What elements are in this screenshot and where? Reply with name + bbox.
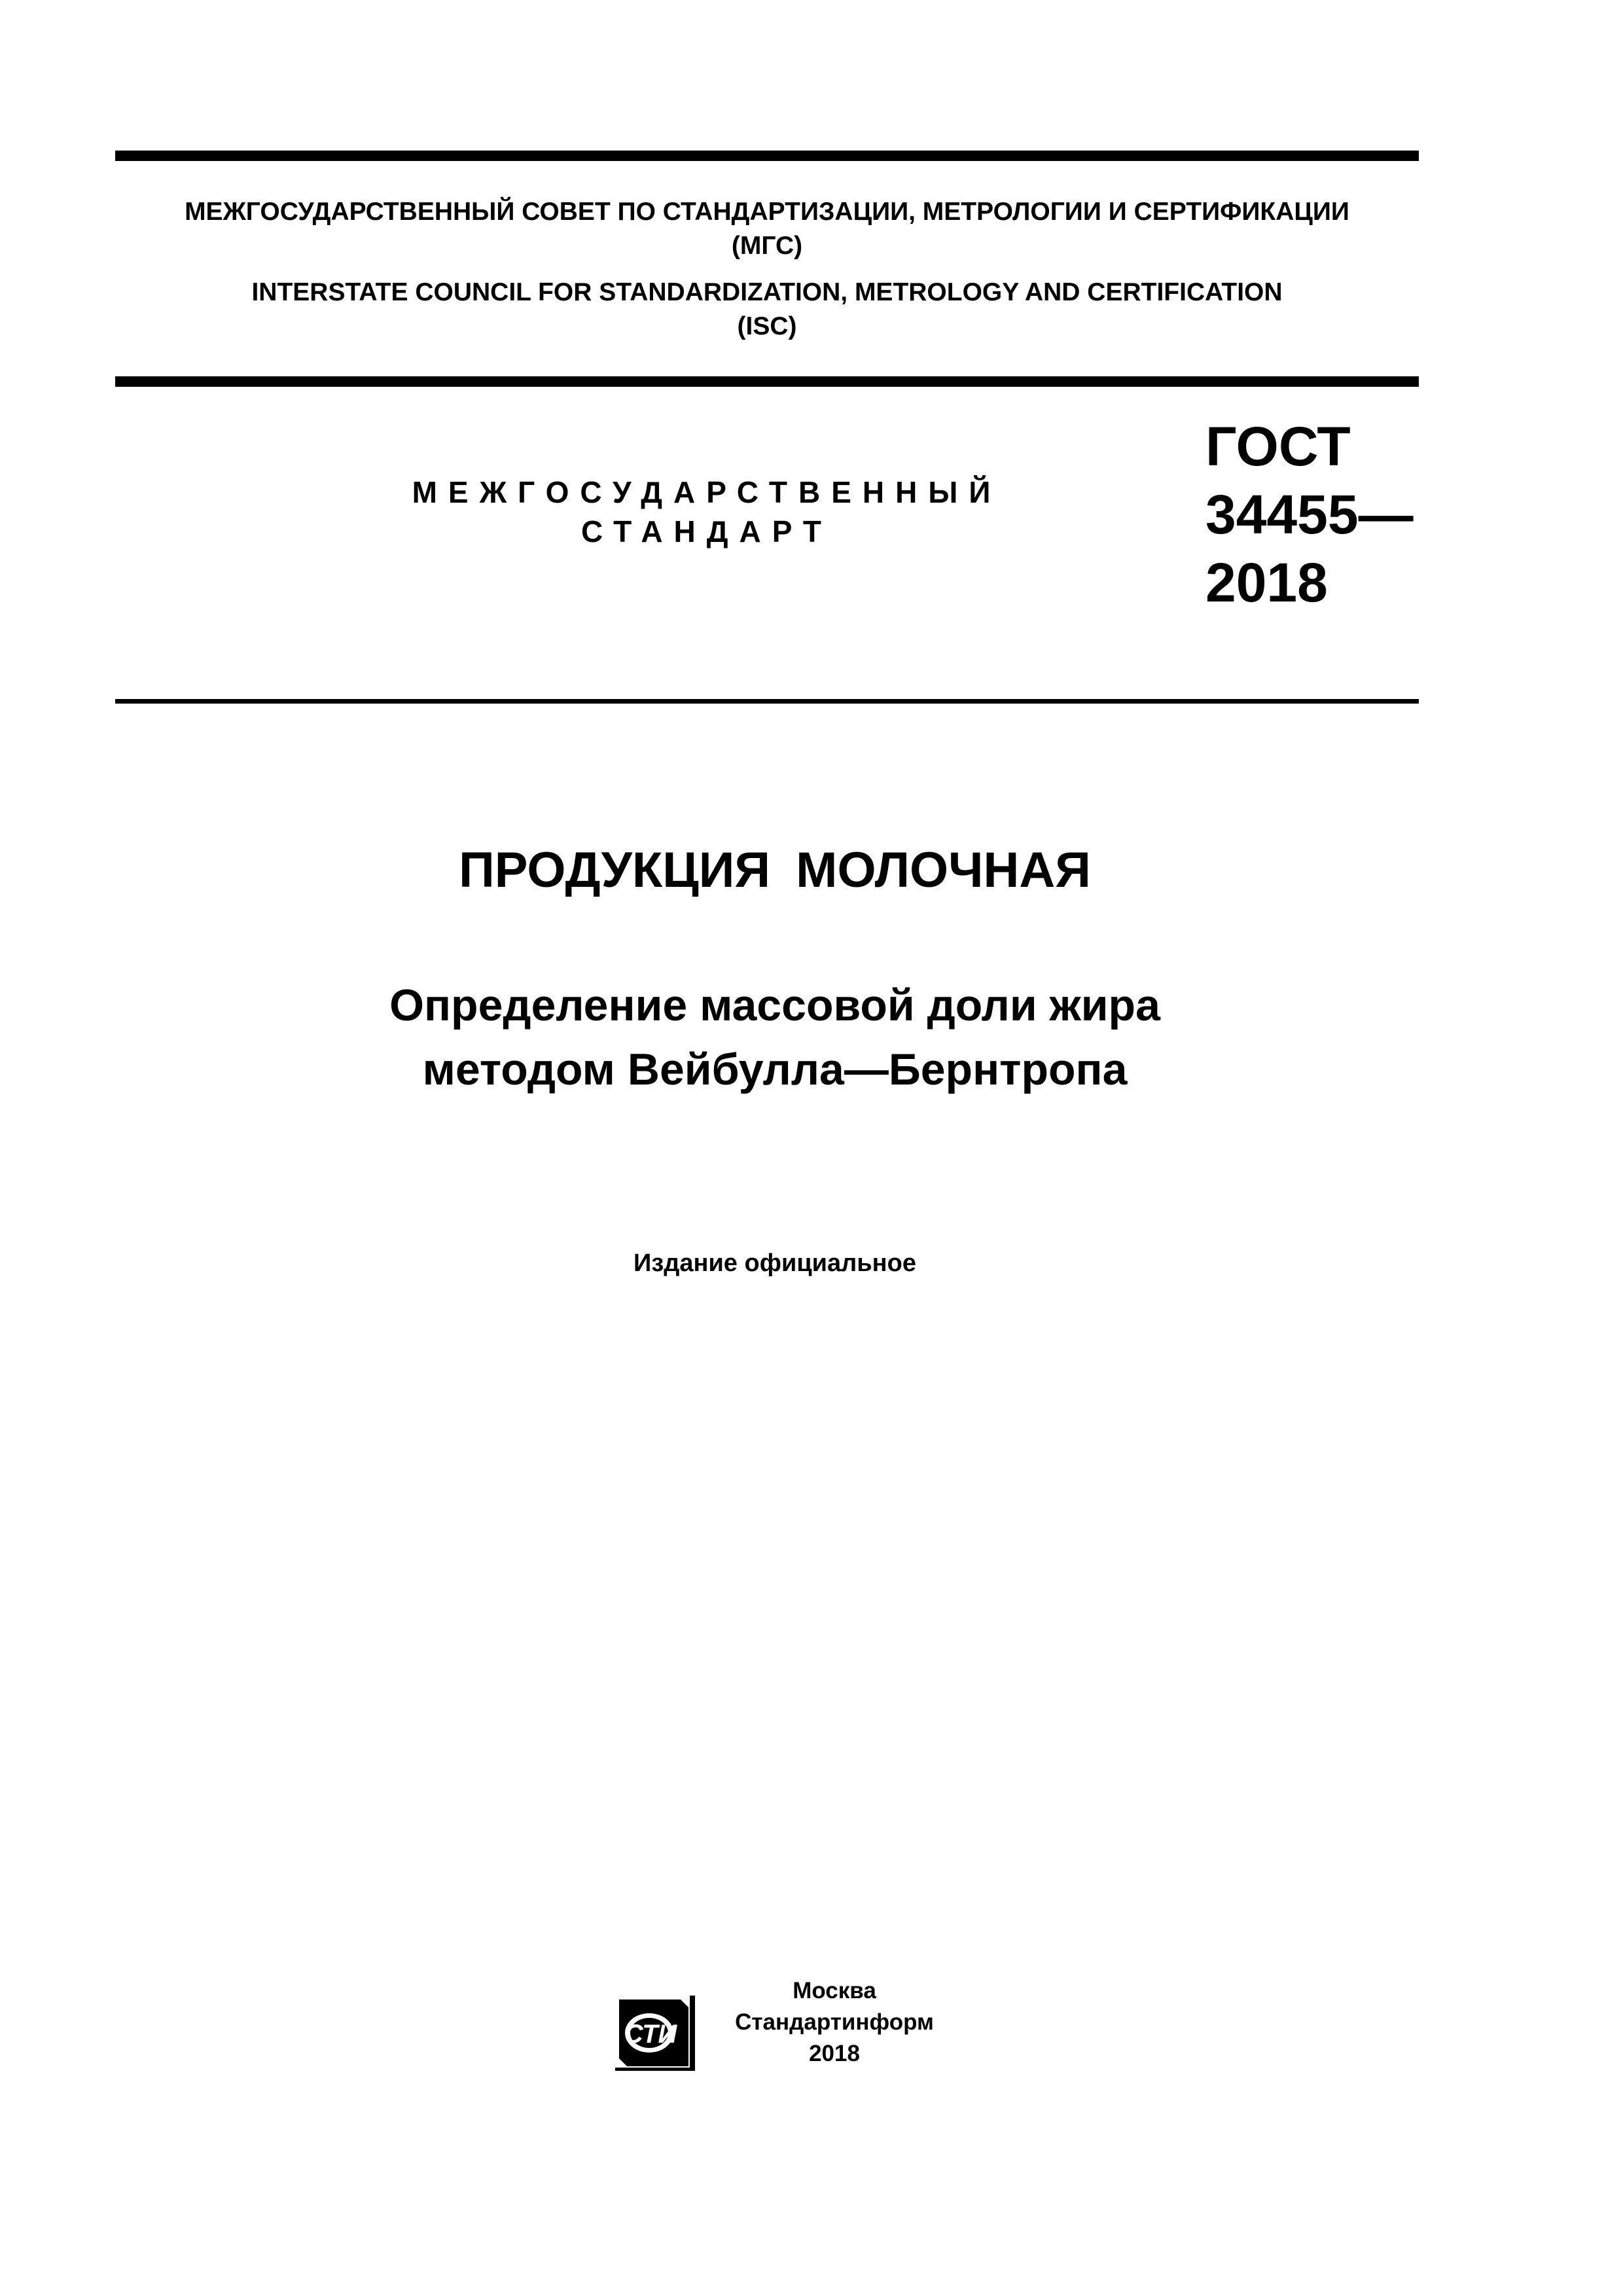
council-abbr-ru: (МГС) xyxy=(731,232,803,260)
council-name-en xyxy=(115,276,1419,344)
council-abbr-en: (ISC) xyxy=(737,312,797,340)
middle-rule xyxy=(115,376,1419,387)
designation-number: 34455— xyxy=(1205,484,1414,545)
document-title: ПРОДУКЦИЯ МОЛОЧНАЯ xyxy=(459,842,1091,898)
publisher-year: 2018 xyxy=(809,2041,860,2066)
subtitle-line1: Определение массовой доли жира xyxy=(389,980,1160,1030)
standard-type-line2: СТАНДАРТ xyxy=(581,514,832,548)
lower-rule xyxy=(115,699,1419,704)
publisher-name: Стандартинформ xyxy=(735,2009,934,2035)
council-name-ru xyxy=(115,195,1419,263)
designation-year: 2018 xyxy=(1205,552,1328,613)
document-subtitle xyxy=(115,973,1435,1102)
publisher-imprint xyxy=(707,1975,962,2070)
top-rule xyxy=(115,151,1419,161)
standartinform-logo-icon xyxy=(613,1993,704,2072)
logo-mark-text: СТИ xyxy=(624,2020,677,2049)
standard-type xyxy=(288,473,1126,551)
council-name-ru-line: МЕЖГОСУДАРСТВЕННЫЙ СОВЕТ ПО СТАНДАРТИЗАЦИИ, МЕТРОЛОГИИ И СЕРТИФИКАЦИИ xyxy=(185,198,1349,226)
designation-prefix: ГОСТ xyxy=(1205,416,1351,477)
publisher-city: Москва xyxy=(793,1978,876,2003)
subtitle-line2: методом Вейбулла—Бернтропа xyxy=(422,1045,1128,1094)
edition-label: Издание официальное xyxy=(633,1249,916,1277)
council-name-en-line: INTERSTATE COUNCIL FOR STANDARDIZATION, METROLOGY AND CERTIFICATION xyxy=(251,278,1283,306)
standard-designation xyxy=(1205,412,1414,617)
standard-type-line1: МЕЖГОСУДАРСТВЕННЫЙ xyxy=(412,475,1002,509)
